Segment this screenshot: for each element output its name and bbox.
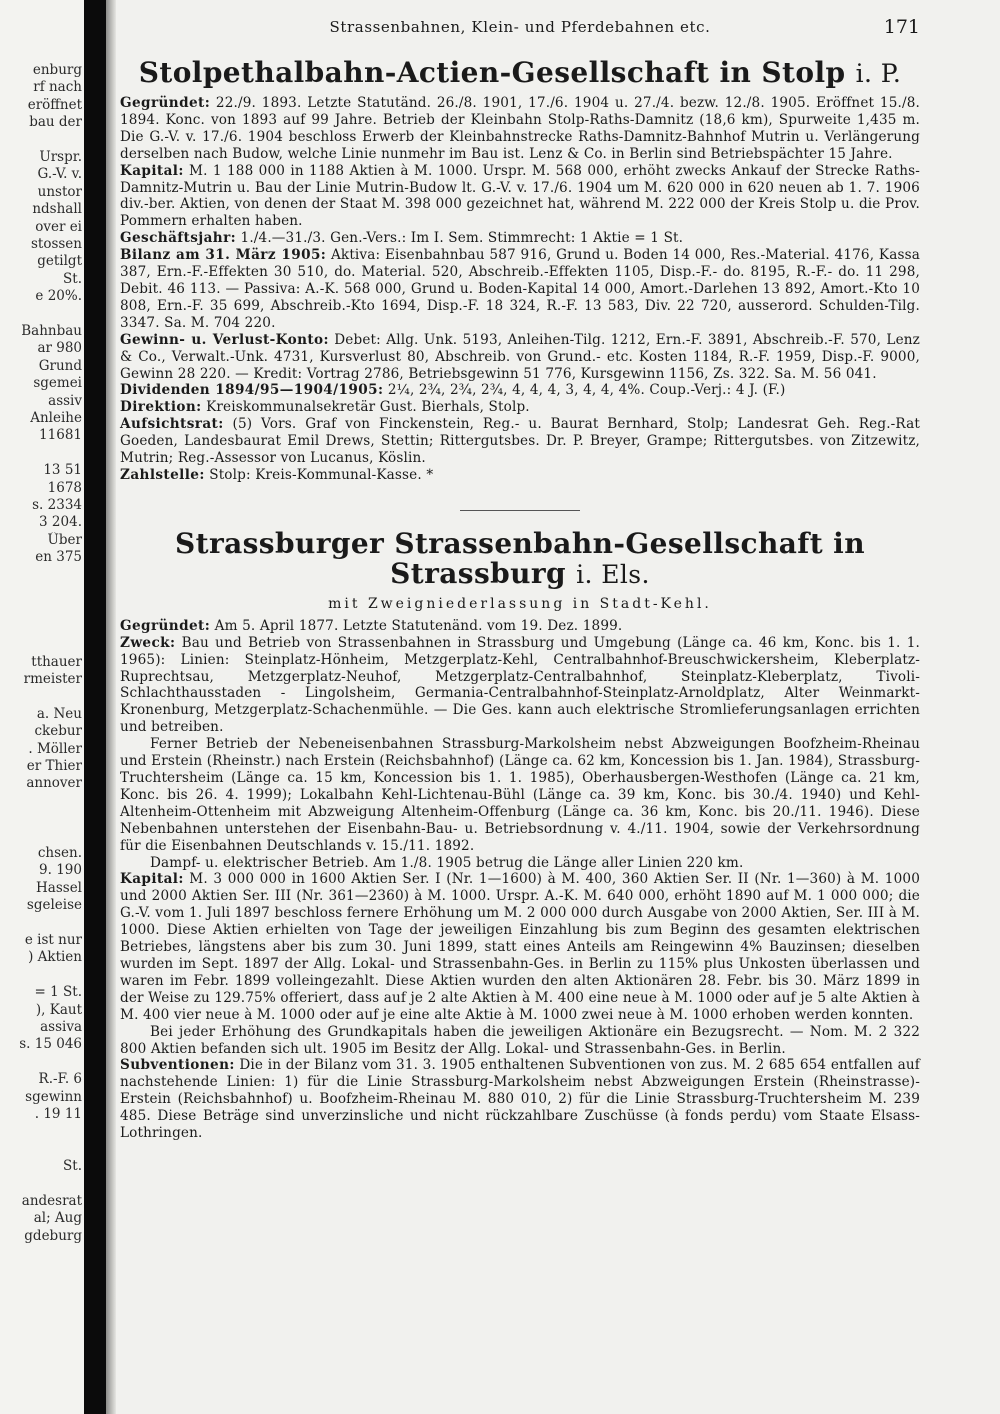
facing-page-line: ckebur xyxy=(34,723,82,740)
entry-text: (5) Vors. Graf von Finckenstein, Reg.- u. Baurat Bernhard, Stolp; Landesrat Geh. Reg.-Rat Goeden, Landesbaurat Emil Drews, Stettin; Rittergutsbes. Dr. P. Breyer, Grampe; Rittergutsbes. von Zitzewitz, Mutrin; Reg.-Assessor von Lucanus, Köslin. xyxy=(120,416,920,467)
entry-text: Kreiskommunalsekretär Gust. Bierhals, Stolp. xyxy=(201,399,530,416)
facing-page-line: 1678 xyxy=(47,479,82,496)
facing-page-line: s. 2334 xyxy=(32,497,82,513)
running-head xyxy=(120,10,920,40)
entry-label: Gegründet: xyxy=(120,95,211,111)
entry-text: Bei jeder Erhöhung des Grundkapitals haben die jeweiligen Aktionäre ein Bezugsrecht. — Nom. M. 2 322 800 Aktien befanden sich ult. 1905 im Besitz der Allg. Lokal- und Strassenbahn-Ges. in Berlin. xyxy=(120,1023,920,1057)
facing-page-line: annover xyxy=(26,775,82,792)
facing-page-line: G.-V. v. xyxy=(37,166,82,183)
facing-page-line: en 375 xyxy=(35,549,82,566)
entry-label: Kapital: xyxy=(120,871,184,888)
facing-page-line: unstor xyxy=(37,183,82,200)
facing-page-line: 11681 xyxy=(39,427,82,444)
facing-page-line: over ei xyxy=(35,218,82,235)
facing-page-line: sgemei xyxy=(33,375,82,392)
facing-page-line: assiva xyxy=(40,1019,82,1035)
entry-paragraph xyxy=(120,467,920,484)
facing-page-line: Bahnbau xyxy=(21,323,82,339)
entry-paragraph xyxy=(120,635,920,736)
entry-label: Gegründet: xyxy=(120,617,211,634)
entry-paragraph xyxy=(120,871,920,1023)
facing-page-line: = 1 St. xyxy=(34,984,82,1001)
entry-label: Gewinn- u. Verlust-Konto: xyxy=(120,331,329,348)
facing-page-line: St. xyxy=(63,270,82,287)
facing-page-line: er Thier xyxy=(26,758,82,774)
entry-paragraph xyxy=(120,416,920,467)
facing-page-line: Anleihe xyxy=(30,410,82,426)
entry-text: M. 3 000 000 in 1600 Aktien Ser. I (Nr. 1—1600) à M. 400, 360 Aktien Ser. II (Nr. 1—360) à M. 1000 und 2000 Aktien Ser. III (Nr. 361—2360) à M. 1000. Urspr. A.-K. M. 640 000, erhöht 1890 auf M. 1 000 000; die G.-V. vom 1. Juli 1897 beschloss fernere Erhöhung um M. 2 000 000 durch Ausgabe von 2000 Aktien, Ser. III à M. 1000. Diese Aktien erhielten von Tage der jeweiligen Einzahlung bis zum Beginn des gesamten elektrischen Betriebes, längstens aber bis zum 30. Juni 1899, statt eines Anteils am Reingewinn 4% Bauzinsen; dieselben wurden im Sept. 1897 der Allg. Lokal- und Strassenbahn-Ges. in Berlin zu 115% plus Unkosten überlassen und waren im Febr. 1899 volleingezahlt. Diese Aktien wurden den alten Aktionären 28. Febr. bis 30. März 1899 in der Weise zu 129.75% offeriert, dass auf je 2 alte Aktien à M. 400 eine neue à M. 1000 oder auf je 5 alte Aktien à M. 400 vier neue à M. 1000 oder auf je eine alte Aktie à M. 1000 zwei neue à M. 1000 erhoben werden konnten. xyxy=(120,871,920,1023)
facing-page-line: Hassel xyxy=(36,879,82,896)
facing-page-line: sgewinn xyxy=(25,1088,82,1105)
entry-text: Am 5. April 1877. Letzte Statutenänd. vom 19. Dez. 1899. xyxy=(210,617,623,634)
entry-text: Ferner Betrieb der Nebeneisenbahnen Strassburg-Markolsheim nebst Abzweigungen Boofzheim-Rheinau und Erstein (Rheinstr.) nach Erstein (Reichsbahnhof) (Länge ca. 62 km, Koncession bis 1. Jan. 1984), Strassburg-Truchtersheim (Länge ca. 15 km, Koncession bis 1. 1. 1985), Oberhausbergen-Westhofen (Länge ca. 21 km, Konc. bis 26. 4. 1999); Lokalbahn Kehl-Lichtenau-Bühl (Länge ca. 39 km, Konc. bis 30./4. 1940) und Kehl-Altenheim-Ottenheim mit Abzweigung Altenheim-Offenburg (Länge ca. 36 km, Konc. bis 20./11. 1946). Diese Nebenbahnen unterstehen der Eisenbahn-Bau- u. Betriebsordnung v. 4./11. 1904, sowie der Verkehrsordnung für die Eisenbahnen Deutschlands v. 15./11. 1892. xyxy=(120,736,920,854)
entry-label: Direktion: xyxy=(120,399,202,416)
entry-label: Bilanz am 31. März 1905: xyxy=(120,247,327,264)
entry-label: Dividenden 1894/95—1904/1905: xyxy=(120,382,384,399)
section-divider xyxy=(460,510,580,511)
facing-page-line: a. Neu xyxy=(36,705,82,722)
facing-page-line: 3 204. xyxy=(39,514,82,531)
facing-page-line: St. xyxy=(63,1158,82,1175)
company-subtitle: mit Zweigniederlassung in Stadt-Kehl. xyxy=(328,595,712,612)
entry-paragraph xyxy=(120,1024,920,1058)
facing-page-fragment xyxy=(0,0,84,1414)
facing-page-line: al; Aug xyxy=(33,1210,82,1227)
facing-page-line: Grund xyxy=(38,357,82,374)
facing-page-line: s. 15 046 xyxy=(19,1036,82,1053)
entry-label: Zweck: xyxy=(120,634,176,651)
facing-page-line: rf nach xyxy=(33,79,82,96)
facing-page-line: Urspr. xyxy=(39,149,82,165)
facing-page-line: ), Kaut xyxy=(35,1001,82,1018)
entry-paragraph xyxy=(120,855,920,872)
company-title xyxy=(120,526,920,590)
entry-label: Geschäftsjahr: xyxy=(120,230,237,247)
entry-paragraph xyxy=(120,163,920,231)
company-title-suffix: i. P. xyxy=(855,59,902,88)
entry-text: M. 1 188 000 in 1188 Aktien à M. 1000. Urspr. M. 568 000, erhöht zwecks Ankauf der Strecke Raths-Damnitz-Mutrin u. Bau der Linie Mutrin-Budow lt. G.-V. v. 17./6. 1904 um M. 620 000 in 620 neuen ab 1. 7. 1906 div.-ber. Aktien, von denen der Staat M. 398 000 gezeichnet hat, während M. 222 000 der Kreis Stolp u. die Prov. Pommern erhalten haben. xyxy=(120,162,920,230)
entry-text: Dampf- u. elektrischer Betrieb. Am 1./8. 1905 betrug die Länge aller Linien 220 km. xyxy=(150,854,744,871)
page-number: 171 xyxy=(883,16,920,38)
entry-text: 22./9. 1893. Letzte Statutänd. 26./8. 1901, 17./6. 1904 u. 27./4. bezw. 12./8. 1905. Eröffnet 15./8. 1894. Konc. von 1893 auf 99 Jahre. Betrieb der Kleinbahn Stolp-Raths-Damnitz (18,6 km), Spurweite 1,435 m. Die G.-V. v. 17./6. 1904 beschloss Erwerb der Kleinbahnstrecke Raths-Damnitz-Bahnhof Mutrin u. Verlängerung derselben nach Budow, welche Linie nunmehr im Bau ist. Lenz & Co. in Berlin sind Betriebspächter 15 Jahre. xyxy=(120,95,920,162)
entry-text: Aktiva: Eisenbahnbau 587 916, Grund u. Boden 14 000, Res.-Material. 4176, Kassa 387, Ern.-F.-Effekten 30 510, do. Material. 520, Abschreib.-Effekten 1105, Disp.-F.- do. 8195, R.-F.- do. 11 298, Debit. 46 113. — Passiva: A.-K. 568 000, Grund u. Boden-Kapital 14 000, Amort.-Darlehen 13 892, Amort.-Kto 10 808, Ern.-F. 35 699, Abschreib.-Kto 1694, Disp.-F. 18 324, R.-F. 13 583, Div. 22 720, ausserord. Schulden-Tilg. 3347. Sa. M. 704 220. xyxy=(120,247,920,331)
facing-page-line: tthauer xyxy=(31,653,82,670)
entry-text: Stolp: Kreis-Kommunal-Kasse. * xyxy=(204,466,434,483)
facing-page-line: e ist nur xyxy=(24,932,82,948)
entry-text: 1./4.—31./3. Gen.-Vers.: Im I. Sem. Stimmrecht: 1 Aktie = 1 St. xyxy=(236,230,684,247)
entry-paragraph xyxy=(120,95,920,163)
facing-page-line: . 19 11 xyxy=(34,1106,82,1122)
entry-paragraph xyxy=(120,1057,920,1142)
facing-page-line: assiv xyxy=(48,392,82,409)
entry-paragraphs xyxy=(120,95,920,484)
facing-page-line: andesrat xyxy=(21,1193,82,1209)
facing-page-line: gdeburg xyxy=(24,1227,82,1244)
gutter-shadow xyxy=(106,0,116,1414)
company-title-main: Stolpethalbahn-Actien-Gesellschaft in Stolp xyxy=(138,56,846,89)
facing-page-line: eröffnet xyxy=(27,96,82,113)
facing-page-line: bau der xyxy=(29,114,82,131)
entry-label: Kapital: xyxy=(120,162,184,179)
entry-paragraph xyxy=(120,382,920,399)
facing-page-line: 9. 190 xyxy=(39,862,82,879)
facing-page-line: e 20%. xyxy=(35,288,82,305)
facing-page-line: 13 51 xyxy=(43,462,82,479)
company-title-main: Strassburger Strassenbahn-Gesellschaft in Strassburg xyxy=(175,526,865,590)
facing-page-line: ar 980 xyxy=(37,340,82,357)
entry-paragraph xyxy=(120,618,920,635)
running-head-title: Strassenbahnen, Klein- und Pferdebahnen etc. xyxy=(329,18,711,36)
entry-paragraph xyxy=(120,247,920,332)
facing-page-line: sgeleise xyxy=(26,897,82,914)
company-title-suffix: i. Els. xyxy=(576,559,650,589)
entry-paragraph xyxy=(120,399,920,416)
entry-text: 2¼, 2¾, 2¾, 2¾, 4, 4, 4, 3, 4, 4, 4%. Coup.-Verj.: 4 J. (F.) xyxy=(383,382,786,399)
facing-page-line: enburg xyxy=(32,62,82,78)
facing-page-line: Über xyxy=(47,531,82,548)
company-entry-strassburger xyxy=(120,526,920,1142)
entry-label: Aufsichtsrat: xyxy=(120,416,224,433)
entry-label: Subventionen: xyxy=(120,1057,235,1074)
facing-page-line: . Möller xyxy=(28,740,82,757)
facing-page-line: getilgt xyxy=(37,253,82,270)
company-title xyxy=(120,58,920,89)
facing-page-line: ndshall xyxy=(32,201,82,218)
facing-page-line: rmeister xyxy=(23,671,82,687)
entry-paragraph xyxy=(120,332,920,383)
entry-label: Zahlstelle: xyxy=(120,466,205,483)
facing-page-line: R.-F. 6 xyxy=(38,1071,82,1088)
entry-paragraph xyxy=(120,230,920,247)
facing-page-line: chsen. xyxy=(37,845,82,861)
facing-page-line: ) Aktien xyxy=(28,949,82,966)
company-entry-stolpethalbahn xyxy=(120,58,920,484)
entry-paragraph xyxy=(120,736,920,854)
entry-text: Die in der Bilanz vom 31. 3. 1905 enthaltenen Subventionen von zus. M. 2 685 654 entfallen auf nachstehende Linien: 1) für die Linie Strassburg-Markolsheim nebst Abzweigungen Erstein (Rheinstrasse)-Erstein (Reichsbahnhof) u. Boofzheim-Rheinau M. 880 010, 2) für die Linie Strassburg-Truchtersheim M. 239 485. Diese Beträge sind unverzinsliche und nicht rückzahlbare Zuschüsse (à fonds perdu) vom Staate Elsass-Lothringen. xyxy=(120,1057,920,1142)
entry-paragraphs xyxy=(120,618,920,1142)
entry-text: Debet: Allg. Unk. 5193, Anleihen-Tilg. 1212, Ern.-F. 3891, Abschreib.-F. 570, Lenz & Co., Verwalt.-Unk. 4731, Kursverlust 80, Abschreib. von Grund.- etc. Kosten 1184, R.-F. 1959, Disp.-F. 9000, Gewinn 28 220. — Kredit: Vortrag 2786, Betriebsgewinn 51 776, Kursgewinn 1156, Zs. 322. Sa. M. 56 041. xyxy=(120,331,920,382)
entry-text: Bau und Betrieb von Strassenbahnen in Strassburg und Umgebung (Länge ca. 46 km, Konc. bis 1. 1. 1965): Linien: Steinplatz-Hönheim, Metzgerplatz-Kehl, Centralbahnhof-Breuschwickersheim, Kleberplatz-Ruprechtsau, Metzgerplatz-Neuhof, Metzgerplatz-Centralbahnhof, Steinplatz-Kleberplatz, Tivoli-Schlachthausstaden - Lingolsheim, Germania-Centralbahnhof-Steinplatz-Arnoldplatz, Alter Weinmarkt-Kronenburg, Metzgerplatz-Schachenmühle. — Die Ges. kann auch elektrische Stromlieferungsanlagen errichten und betreiben. xyxy=(120,634,920,736)
page-content xyxy=(120,10,920,1410)
book-gutter xyxy=(84,0,106,1414)
facing-page-line: stossen xyxy=(30,236,82,252)
